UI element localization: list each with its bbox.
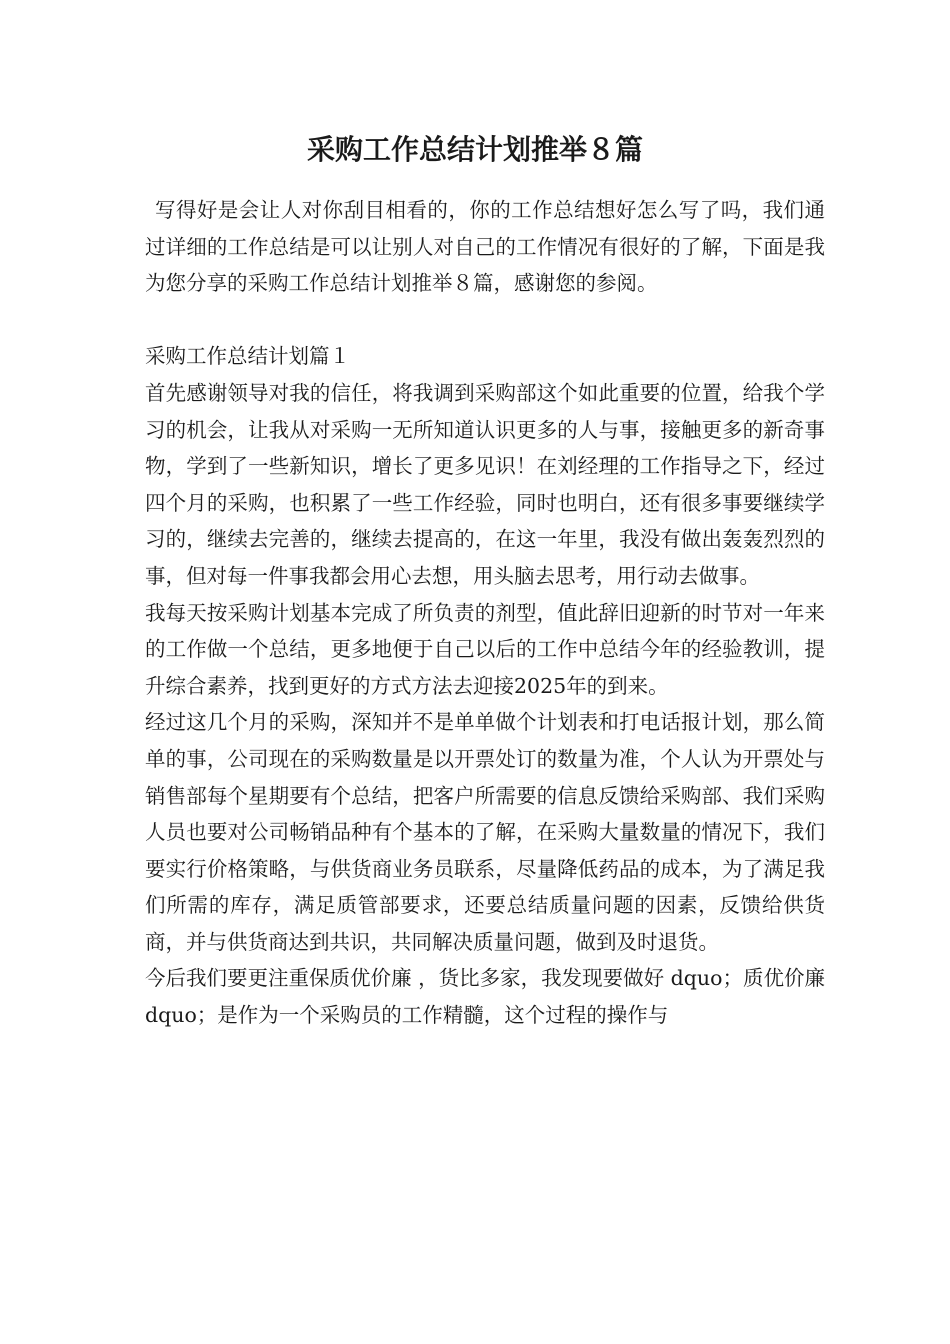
body-paragraph-1: 首先感谢领导对我的信任，将我调到采购部这个如此重要的位置，给我个学习的机会，让我从对采购一无所知道认识更多的人与事，接触更多的新奇事物，学到了一些新知识，增长了更多见识！在刘经理的工作指导之下，经过四个月的采购，也积累了一些工作经验，同时也明白，还有很多事要继续学习的，继续去完善的，继续去提高的，在这一年里，我没有做出轰轰烈烈的事，但对每一件事我都会用心去想，用头脑去思考，用行动去做事。	[145, 380, 825, 588]
paragraph-spacer	[145, 302, 825, 339]
body-paragraph-4: 今后我们要更注重保质优价廉 ，货比多家，我发现要做好 dquo；质优价廉 dquo；是作为一个采购员的工作精髓，这个过程的操作与	[145, 966, 825, 1028]
section-heading: 采购工作总结计划篇１	[145, 344, 350, 369]
body-paragraph-3: 经过这几个月的采购，深知并不是单单做个计划表和打电话报计划，那么简单的事，公司现在的采购数量是以开票处订的数量为准，个人认为开票处与销售部每个星期要有个总结，把客户所需要的信息反馈给采购部、我们采购人员也要对公司畅销品种有个基本的了解，在采购大量数量的情况下，我们要实行价格策略，与供货商业务员联系，尽量降低药品的成本，为了满足我们所需的库存，满足质管部要求，还要总结质量问题的因素，反馈给供货商，并与供货商达到共识，共同解决质量问题，做到及时退货。	[145, 710, 825, 954]
document-title: 采购工作总结计划推举８篇	[306, 133, 643, 166]
document-body	[145, 192, 825, 1034]
body-paragraph-2: 我每天按采购计划基本完成了所负责的剂型，值此辞旧迎新的时节对一年来的工作做一个总结，更多地便于自己以后的工作中总结今年的经验教训，提升综合素养，找到更好的方式方法去迎接2025年的到来。	[145, 600, 825, 698]
intro-paragraph: 写得好是会让人对你刮目相看的，你的工作总结想好怎么写了吗，我们通过详细的工作总结是可以让别人对自己的工作情况有很好的了解，下面是我为您分享的采购工作总结计划推举８篇，感谢您的参阅。	[145, 198, 825, 296]
